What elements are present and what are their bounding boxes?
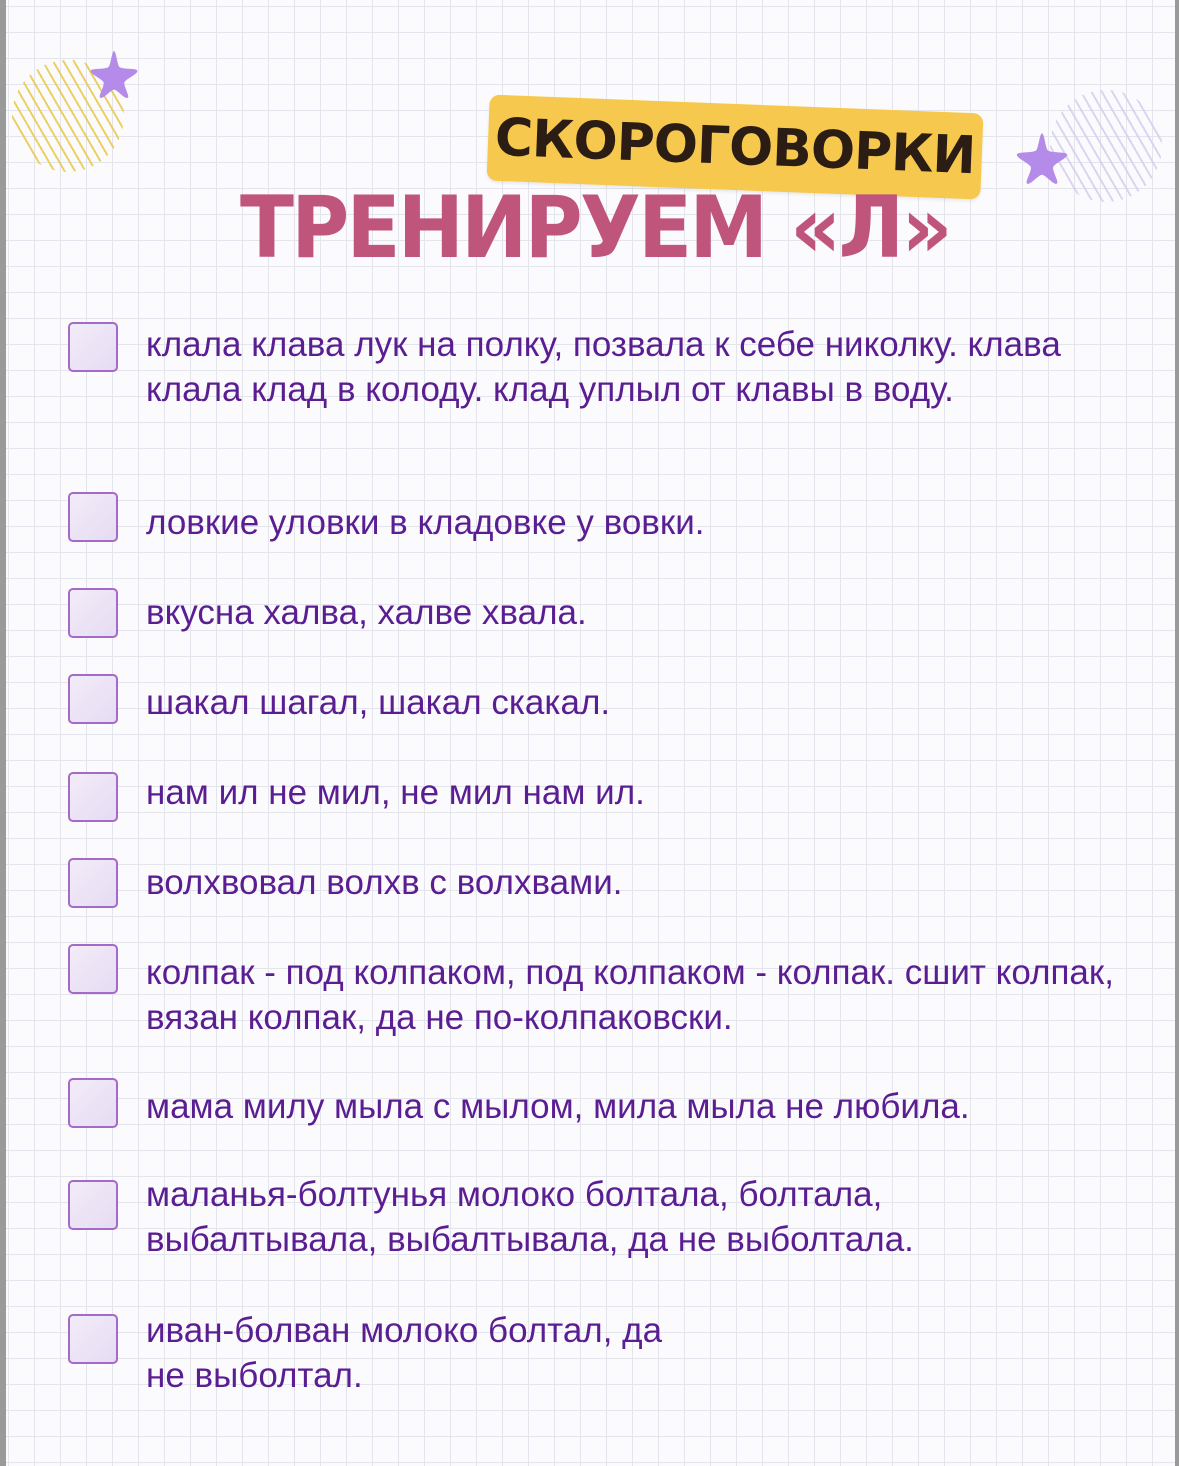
checkbox[interactable]	[68, 322, 118, 372]
checkbox[interactable]	[68, 858, 118, 908]
tongue-twister-text: иван-болван молоко болтал, да не выболтал.	[146, 1311, 663, 1395]
checkbox[interactable]	[68, 492, 118, 542]
page-title: ТРЕНИРУЕМ «Л»	[240, 178, 950, 278]
star-icon	[88, 48, 140, 100]
checkbox[interactable]	[68, 588, 118, 638]
tongue-twister-text: ловкие уловки в кладовке у вовки.	[146, 503, 705, 542]
tongue-twister-text: вкусна халва, халве хвала.	[146, 593, 587, 632]
tongue-twister-text: мама милу мыла с мылом, мила мыла не любила.	[146, 1087, 970, 1126]
checkbox[interactable]	[68, 1078, 118, 1128]
tongue-twister-text: нам ил не мил, не мил нам ил.	[146, 773, 645, 812]
tongue-twister-text: колпак - под колпаком, под колпаком - колпак. сшит колпак, вязан колпак, да не по-колпаковски.	[146, 953, 1114, 1037]
checkbox[interactable]	[68, 944, 118, 994]
tongue-twister-text: маланья-болтунья молоко болтала, болтала, выбалтывала, выбалтывала, да не выболтала.	[146, 1175, 914, 1259]
tongue-twister-text: клала клава лук на полку, позвала к себе николку. клава клала клад в колоду. клад уплыл от клавы в воду.	[146, 325, 1061, 409]
right-border	[1175, 0, 1179, 1466]
checkbox[interactable]	[68, 772, 118, 822]
left-border	[0, 0, 6, 1466]
checkbox[interactable]	[68, 674, 118, 724]
checkbox[interactable]	[68, 1180, 118, 1230]
subtitle: СКОРОГОВОРКИ	[493, 107, 977, 187]
star-icon	[1014, 130, 1070, 186]
checkbox[interactable]	[68, 1314, 118, 1364]
tongue-twister-text: шакал шагал, шакал скакал.	[146, 683, 611, 722]
tongue-twister-text: волхвовал волхв с волхвами.	[146, 863, 623, 902]
